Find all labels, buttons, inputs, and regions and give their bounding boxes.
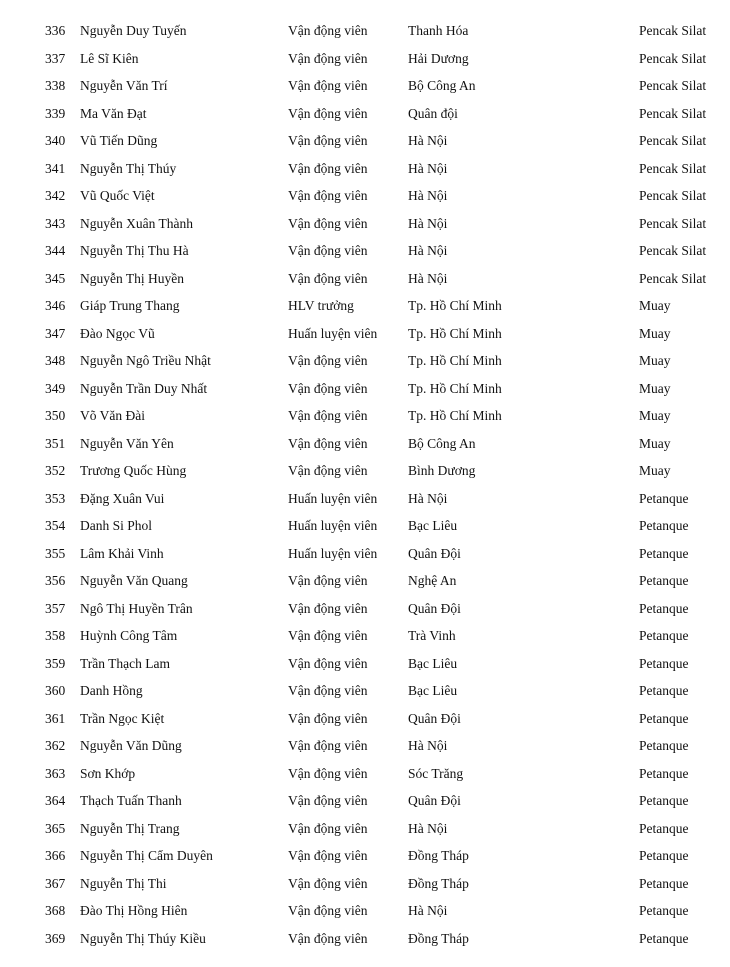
- person-role: Vận động viên: [288, 793, 368, 808]
- person-role: Vận động viên: [288, 381, 368, 396]
- row-number: 344: [45, 243, 66, 258]
- person-sport: Pencak Silat: [639, 188, 707, 203]
- table-row: [0, 378, 730, 400]
- person-name: Sơn Khớp: [80, 766, 136, 781]
- person-sport: Petanque: [639, 683, 689, 698]
- person-sport: Petanque: [639, 903, 689, 918]
- person-sport: Pencak Silat: [639, 133, 707, 148]
- person-name: Nguyễn Thị Thúy Kiều: [80, 931, 206, 946]
- person-unit: Nghệ An: [408, 573, 457, 588]
- person-name: Trần Ngọc Kiệt: [80, 711, 165, 726]
- person-role: Huấn luyện viên: [288, 326, 378, 341]
- person-name: Võ Văn Đài: [80, 408, 145, 423]
- row-number: 361: [45, 711, 66, 726]
- person-name: Vũ Quốc Việt: [80, 188, 155, 203]
- row-number: 356: [45, 573, 66, 588]
- table-row: [0, 680, 730, 702]
- person-unit: Quân Đội: [408, 793, 461, 808]
- person-unit: Bạc Liêu: [408, 518, 458, 533]
- table-row: [0, 130, 730, 152]
- person-name: Nguyễn Trần Duy Nhất: [80, 381, 208, 396]
- person-name: Nguyễn Duy Tuyến: [80, 23, 187, 38]
- table-row: [0, 900, 730, 922]
- person-role: Vận động viên: [288, 106, 368, 121]
- person-role: Vận động viên: [288, 848, 368, 863]
- person-sport: Muay: [639, 463, 671, 478]
- person-name: Đào Ngọc Vũ: [80, 326, 155, 341]
- table-row: [0, 570, 730, 592]
- table-row: [0, 185, 730, 207]
- row-number: 364: [45, 793, 66, 808]
- person-sport: Muay: [639, 353, 671, 368]
- person-name: Trương Quốc Hùng: [80, 463, 187, 478]
- person-sport: Pencak Silat: [639, 243, 707, 258]
- table-row: [0, 928, 730, 950]
- row-number: 341: [45, 161, 66, 176]
- person-sport: Petanque: [639, 793, 689, 808]
- table-row: [0, 460, 730, 482]
- person-unit: Bình Dương: [408, 463, 476, 478]
- person-sport: Muay: [639, 381, 671, 396]
- person-role: Vận động viên: [288, 903, 368, 918]
- person-sport: Petanque: [639, 711, 689, 726]
- person-name: Vũ Tiến Dũng: [80, 133, 158, 148]
- person-role: Vận động viên: [288, 628, 368, 643]
- row-number: 337: [45, 51, 66, 66]
- person-unit: Đồng Tháp: [408, 876, 469, 891]
- person-role: Vận động viên: [288, 601, 368, 616]
- row-number: 343: [45, 216, 66, 231]
- person-role: Huấn luyện viên: [288, 546, 378, 561]
- person-unit: Bộ Công An: [408, 78, 476, 93]
- person-unit: Hà Nội: [408, 491, 448, 506]
- person-sport: Pencak Silat: [639, 51, 707, 66]
- person-name: Đặng Xuân Vui: [80, 491, 165, 506]
- person-role: Huấn luyện viên: [288, 491, 378, 506]
- person-unit: Tp. Hồ Chí Minh: [408, 381, 502, 396]
- person-name: Nguyễn Văn Dũng: [80, 738, 182, 753]
- row-number: 369: [45, 931, 66, 946]
- person-name: Nguyễn Văn Quang: [80, 573, 188, 588]
- table-row: [0, 350, 730, 372]
- person-unit: Trà Vinh: [408, 628, 456, 643]
- row-number: 365: [45, 821, 66, 836]
- person-unit: Thanh Hóa: [408, 23, 469, 38]
- person-sport: Petanque: [639, 601, 689, 616]
- person-sport: Petanque: [639, 546, 689, 561]
- person-sport: Petanque: [639, 766, 689, 781]
- row-number: 339: [45, 106, 66, 121]
- person-role: Vận động viên: [288, 161, 368, 176]
- person-role: HLV trưởng: [288, 298, 354, 313]
- person-unit: Tp. Hồ Chí Minh: [408, 298, 502, 313]
- row-number: 349: [45, 381, 66, 396]
- person-role: Vận động viên: [288, 738, 368, 753]
- row-number: 342: [45, 188, 66, 203]
- person-unit: Hà Nội: [408, 188, 448, 203]
- person-role: Vận động viên: [288, 23, 368, 38]
- row-number: 360: [45, 683, 66, 698]
- person-name: Nguyễn Thị Trang: [80, 821, 180, 836]
- person-sport: Muay: [639, 326, 671, 341]
- person-name: Lê Sĩ Kiên: [80, 51, 139, 66]
- person-unit: Hà Nội: [408, 161, 448, 176]
- person-role: Vận động viên: [288, 463, 368, 478]
- person-sport: Petanque: [639, 738, 689, 753]
- row-number: 358: [45, 628, 66, 643]
- row-number: 336: [45, 23, 66, 38]
- row-number: 351: [45, 436, 66, 451]
- person-name: Giáp Trung Thang: [80, 298, 180, 313]
- person-sport: Petanque: [639, 628, 689, 643]
- person-name: Danh Hồng: [80, 683, 143, 698]
- person-unit: Hà Nội: [408, 821, 448, 836]
- person-name: Nguyễn Văn Trí: [80, 78, 168, 93]
- person-sport: Pencak Silat: [639, 271, 707, 286]
- person-unit: Hà Nội: [408, 133, 448, 148]
- person-role: Vận động viên: [288, 683, 368, 698]
- person-name: Thạch Tuấn Thanh: [80, 793, 182, 808]
- row-number: 345: [45, 271, 66, 286]
- person-sport: Pencak Silat: [639, 161, 707, 176]
- person-unit: Quân Đội: [408, 546, 461, 561]
- person-name: Nguyễn Thị Cẩm Duyên: [80, 848, 213, 863]
- person-role: Vận động viên: [288, 51, 368, 66]
- person-unit: Hà Nội: [408, 271, 448, 286]
- row-number: 352: [45, 463, 66, 478]
- person-sport: Petanque: [639, 848, 689, 863]
- table-row: [0, 295, 730, 317]
- person-unit: Sóc Trăng: [408, 766, 464, 781]
- table-row: [0, 240, 730, 262]
- row-number: 338: [45, 78, 66, 93]
- row-number: 366: [45, 848, 66, 863]
- table-row: [0, 818, 730, 840]
- person-sport: Pencak Silat: [639, 216, 707, 231]
- person-unit: Hà Nội: [408, 738, 448, 753]
- table-row: [0, 405, 730, 427]
- person-role: Vận động viên: [288, 573, 368, 588]
- person-role: Vận động viên: [288, 821, 368, 836]
- person-sport: Petanque: [639, 876, 689, 891]
- person-sport: Muay: [639, 408, 671, 423]
- person-sport: Pencak Silat: [639, 106, 707, 121]
- person-unit: Bạc Liêu: [408, 656, 458, 671]
- table-row: [0, 268, 730, 290]
- table-row: [0, 515, 730, 537]
- person-unit: Quân Đội: [408, 601, 461, 616]
- person-sport: Petanque: [639, 656, 689, 671]
- person-unit: Tp. Hồ Chí Minh: [408, 326, 502, 341]
- person-role: Vận động viên: [288, 711, 368, 726]
- person-unit: Hà Nội: [408, 243, 448, 258]
- person-name: Nguyễn Thị Thúy: [80, 161, 177, 176]
- table-row: [0, 433, 730, 455]
- person-name: Huỳnh Công Tâm: [80, 628, 178, 643]
- row-number: 355: [45, 546, 66, 561]
- person-role: Vận động viên: [288, 78, 368, 93]
- person-role: Vận động viên: [288, 243, 368, 258]
- person-unit: Bộ Công An: [408, 436, 476, 451]
- person-role: Vận động viên: [288, 408, 368, 423]
- person-sport: Petanque: [639, 821, 689, 836]
- person-unit: Hải Dương: [408, 51, 469, 66]
- person-unit: Bạc Liêu: [408, 683, 458, 698]
- table-row: [0, 213, 730, 235]
- person-name: Đào Thị Hồng Hiên: [80, 903, 188, 918]
- person-name: Ma Văn Đạt: [80, 106, 147, 121]
- person-unit: Quân đội: [408, 106, 458, 121]
- table-row: [0, 598, 730, 620]
- person-unit: Tp. Hồ Chí Minh: [408, 353, 502, 368]
- table-row: [0, 763, 730, 785]
- person-name: Danh Si Phol: [80, 518, 153, 533]
- table-row: [0, 158, 730, 180]
- table-row: [0, 625, 730, 647]
- person-role: Vận động viên: [288, 353, 368, 368]
- table-row: [0, 20, 730, 42]
- table-row: [0, 75, 730, 97]
- table-row: [0, 48, 730, 70]
- table-row: [0, 708, 730, 730]
- table-row: [0, 653, 730, 675]
- row-number: 362: [45, 738, 66, 753]
- table-row: [0, 323, 730, 345]
- person-name: Nguyễn Xuân Thành: [80, 216, 193, 231]
- person-name: Nguyễn Ngô Triều Nhật: [80, 353, 211, 368]
- person-unit: Tp. Hồ Chí Minh: [408, 408, 502, 423]
- person-sport: Pencak Silat: [639, 78, 707, 93]
- row-number: 348: [45, 353, 66, 368]
- row-number: 359: [45, 656, 66, 671]
- person-role: Vận động viên: [288, 876, 368, 891]
- person-role: Vận động viên: [288, 188, 368, 203]
- row-number: 363: [45, 766, 66, 781]
- person-role: Vận động viên: [288, 271, 368, 286]
- table-row: [0, 488, 730, 510]
- person-name: Lâm Khải Vinh: [80, 546, 164, 561]
- person-name: Ngô Thị Huyền Trân: [80, 601, 193, 616]
- person-name: Trần Thạch Lam: [80, 656, 170, 671]
- person-sport: Petanque: [639, 931, 689, 946]
- person-unit: Đồng Tháp: [408, 848, 469, 863]
- person-sport: Muay: [639, 298, 671, 313]
- row-number: 353: [45, 491, 66, 506]
- table-row: [0, 103, 730, 125]
- person-name: Nguyễn Văn Yên: [80, 436, 174, 451]
- row-number: 346: [45, 298, 66, 313]
- person-role: Vận động viên: [288, 216, 368, 231]
- row-number: 340: [45, 133, 66, 148]
- person-unit: Đồng Tháp: [408, 931, 469, 946]
- table-row: [0, 845, 730, 867]
- table-row: [0, 735, 730, 757]
- row-number: 350: [45, 408, 66, 423]
- person-unit: Hà Nội: [408, 903, 448, 918]
- person-sport: Petanque: [639, 573, 689, 588]
- person-unit: Quân Đội: [408, 711, 461, 726]
- person-name: Nguyễn Thị Thu Hà: [80, 243, 189, 258]
- table-row: [0, 873, 730, 895]
- row-number: 357: [45, 601, 66, 616]
- row-number: 368: [45, 903, 66, 918]
- row-number: 367: [45, 876, 66, 891]
- person-role: Vận động viên: [288, 931, 368, 946]
- person-unit: Hà Nội: [408, 216, 448, 231]
- table-row: [0, 543, 730, 565]
- person-role: Vận động viên: [288, 656, 368, 671]
- person-sport: Petanque: [639, 518, 689, 533]
- row-number: 347: [45, 326, 66, 341]
- table-row: [0, 790, 730, 812]
- row-number: 354: [45, 518, 66, 533]
- person-name: Nguyễn Thị Huyền: [80, 271, 184, 286]
- person-role: Vận động viên: [288, 766, 368, 781]
- person-sport: Pencak Silat: [639, 23, 707, 38]
- person-role: Vận động viên: [288, 133, 368, 148]
- person-role: Huấn luyện viên: [288, 518, 378, 533]
- person-role: Vận động viên: [288, 436, 368, 451]
- person-name: Nguyễn Thị Thi: [80, 876, 167, 891]
- person-sport: Muay: [639, 436, 671, 451]
- person-sport: Petanque: [639, 491, 689, 506]
